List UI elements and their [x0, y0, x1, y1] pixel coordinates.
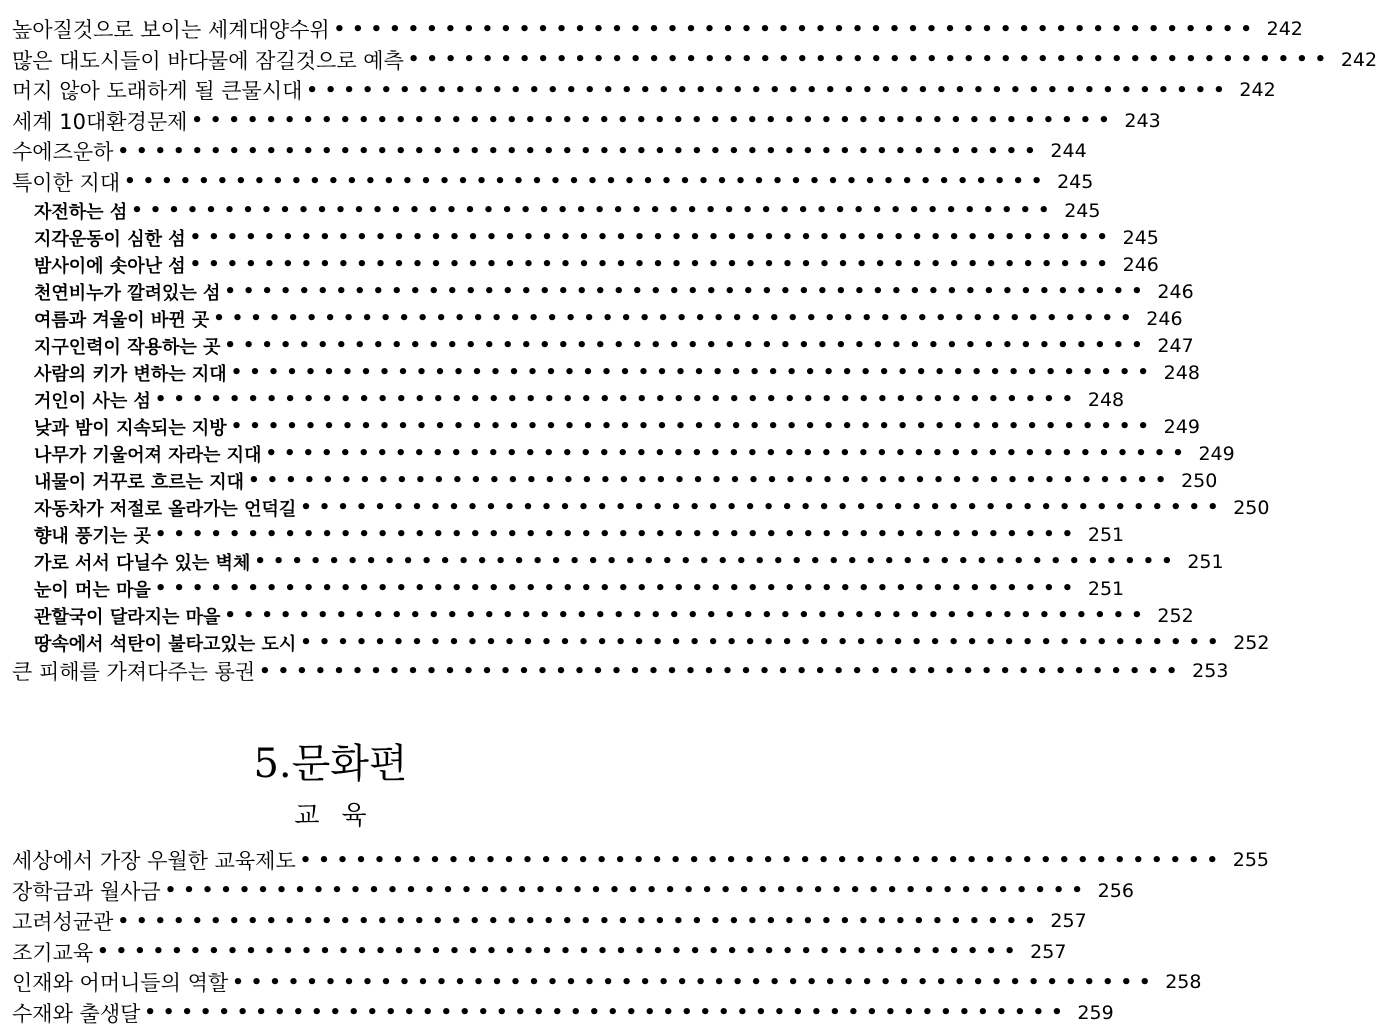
toc-dot-leader: ••••••••••••••••••••••••••••••••••••••••••••••••••: [189, 254, 1115, 275]
toc-page-number: 245: [1057, 170, 1094, 193]
toc-dot-leader: ••••••••••••••••••••••••••••••••••••••••••••••••••: [124, 171, 1050, 192]
toc-entry-title: 많은 대도시들이 바다물에 잠길것으로 예측: [12, 48, 404, 73]
toc-entry-title: 여름과 겨울이 바뀐 곳: [34, 309, 210, 331]
toc-dot-leader: ••••••••••••••••••••••••••••••••••••••••••••••••••: [306, 79, 1232, 101]
toc-dot-leader: ••••••••••••••••••••••••••••••••••••••••••••••••••: [230, 362, 1156, 383]
toc-subentry: [34, 548, 1224, 575]
section-title: 교육: [294, 801, 389, 831]
toc-entry-title: 낮과 밤이 지속되는 지방: [34, 417, 227, 439]
toc-entry-title: 관할국이 달라지는 마을: [34, 606, 221, 628]
toc-entry-title: 사람의 키가 변하는 지대: [34, 363, 227, 385]
toc-entry: [12, 45, 1377, 75]
toc-entry: [12, 967, 1202, 997]
toc-dot-leader: ••••••••••••••••••••••••••••••••••••••••••••••••••: [131, 200, 1057, 221]
toc-entry-title: 인재와 어머니들의 역할: [12, 971, 229, 995]
toc-page-number: 242: [1266, 18, 1303, 40]
toc-dot-leader: ••••••••••••••••••••••••••••••••••••••••••••••••••: [299, 849, 1225, 871]
toc-page-number: 257: [1050, 910, 1087, 932]
toc-dot-leader: ••••••••••••••••••••••••••••••••••••••••••••••••••: [300, 497, 1226, 518]
toc-entry: [12, 906, 1087, 936]
toc-entry-title: 가로 서서 다닐수 있는 벽체: [34, 552, 251, 574]
toc-dot-leader: ••••••••••••••••••••••••••••••••••••••••••••••••••: [224, 335, 1150, 356]
toc-entry-title: 지구인력이 작용하는 곳: [34, 336, 221, 358]
toc-page-number: 251: [1087, 523, 1125, 546]
toc-page-number: 256: [1097, 879, 1134, 902]
toc-entry: [12, 167, 1094, 197]
toc-page-number: 250: [1233, 496, 1270, 519]
toc-dot-leader: ••••••••••••••••••••••••••••••••••••••••••••••••••: [144, 1002, 1070, 1023]
toc-dot-leader: ••••••••••••••••••••••••••••••••••••••••••••••••••: [164, 880, 1090, 901]
toc-dot-leader: ••••••••••••••••••••••••••••••••••••••••••••••••••: [117, 910, 1043, 932]
toc-entry-title: 수에즈운하: [12, 140, 114, 164]
toc-page-number: 242: [1340, 48, 1377, 71]
toc-dot-leader: ••••••••••••••••••••••••••••••••••••••••••••••••••: [97, 941, 1023, 962]
toc-dot-leader: ••••••••••••••••••••••••••••••••••••••••••••••••••: [117, 140, 1043, 162]
toc-page-number: 251: [1087, 577, 1125, 600]
toc-page-number: 249: [1163, 415, 1200, 438]
toc-dot-leader: ••••••••••••••••••••••••••••••••••••••••••••••••••: [224, 605, 1150, 626]
toc-entry-title: 세상에서 가장 우월한 교육제도: [12, 849, 296, 873]
toc-entry-title: 자전하는 섬: [34, 201, 128, 223]
toc-page-number: 252: [1233, 631, 1270, 654]
toc-entry-title: 머지 않아 도래하게 될 큰물시대: [12, 79, 303, 103]
toc-subentry: [34, 521, 1125, 548]
toc-entry-title: 지각운동이 심한 섬: [34, 228, 186, 250]
toc-dot-leader: ••••••••••••••••••••••••••••••••••••••••••••••••••: [213, 308, 1139, 329]
toc-entry-title: 자동차가 저절로 올라가는 언덕길: [34, 498, 297, 520]
toc-dot-leader: ••••••••••••••••••••••••••••••••••••••••••••••••••: [254, 551, 1180, 572]
toc-entry-title: 특이한 지대: [12, 170, 121, 195]
toc-page-number: 252: [1157, 604, 1194, 627]
toc-entry-title: 고려성균관: [12, 910, 114, 934]
toc-subentry: [34, 224, 1159, 251]
toc-page-number: 259: [1077, 1001, 1114, 1024]
toc-entry: [12, 656, 1229, 686]
toc-page-number: 246: [1157, 280, 1194, 303]
toc-dot-leader: ••••••••••••••••••••••••••••••••••••••••••••••••••: [154, 389, 1081, 410]
toc-dot-leader: ••••••••••••••••••••••••••••••••••••••••••••••••••: [191, 110, 1117, 131]
toc-dot-leader: ••••••••••••••••••••••••••••••••••••••••••••••••••: [230, 416, 1156, 437]
toc-page-number: 248: [1087, 388, 1125, 411]
toc-subentry: [34, 440, 1235, 467]
toc-subentry: [34, 251, 1159, 278]
toc-entry: [12, 106, 1161, 136]
toc-page-number: 255: [1232, 849, 1269, 871]
toc-page-number: 257: [1030, 940, 1067, 963]
toc-subentry: [34, 359, 1200, 386]
toc-page-number: 248: [1163, 361, 1200, 384]
toc-subentry: [34, 332, 1194, 359]
toc-entry-title: 천연비누가 깔려있는 섬: [34, 282, 221, 304]
toc-page-number: 243: [1124, 109, 1161, 132]
toc-page-number: 245: [1122, 226, 1159, 249]
toc-entry-title: 향내 풍기는 곳: [34, 525, 151, 547]
toc-entry: [12, 75, 1276, 105]
toc-dot-leader: ••••••••••••••••••••••••••••••••••••••••••••••••••: [248, 470, 1174, 491]
toc-entry: [12, 14, 1303, 44]
toc-entry: [12, 998, 1114, 1028]
toc-page-number: 242: [1239, 79, 1276, 101]
toc-entry-title: 거인이 사는 섬: [34, 390, 151, 412]
chapter-title: 5.문화편: [253, 741, 408, 787]
toc-entry-title: 밤사이에 솟아난 섬: [34, 255, 186, 277]
toc-entry-title: 내물이 거꾸로 흐르는 지대: [34, 471, 245, 493]
toc-dot-leader: ••••••••••••••••••••••••••••••••••••••••••••••••••: [259, 660, 1185, 682]
toc-subentry: [34, 629, 1270, 656]
toc-subentry: [34, 413, 1200, 440]
toc-dot-leader: ••••••••••••••••••••••••••••••••••••••••••••••••••: [300, 632, 1226, 653]
toc-page-number: 249: [1198, 442, 1235, 465]
toc-page-number: 245: [1064, 199, 1101, 222]
toc-dot-leader: ••••••••••••••••••••••••••••••••••••••••••••••••••: [154, 578, 1081, 599]
toc-subentry: [34, 386, 1125, 413]
toc-entry-title: 수재와 출생달: [12, 1001, 141, 1026]
toc-entry-title: 땅속에서 석탄이 불타고있는 도시: [34, 633, 297, 655]
toc-subentry: [34, 467, 1218, 494]
toc-entry: [12, 937, 1067, 967]
toc-dot-leader: ••••••••••••••••••••••••••••••••••••••••••••••••••: [232, 971, 1158, 993]
toc-dot-leader: ••••••••••••••••••••••••••••••••••••••••••••••••••: [189, 227, 1115, 248]
toc-page-number: 247: [1157, 334, 1194, 357]
toc-entry-title: 눈이 머는 마을: [34, 579, 151, 601]
toc-page-number: 251: [1187, 550, 1224, 573]
toc-subentry: [34, 602, 1194, 629]
toc-entry: [12, 876, 1134, 906]
toc-page-number: 253: [1192, 660, 1229, 682]
toc-entry-title: 장학금과 월사금: [12, 879, 161, 904]
toc-entry-title: 조기교육: [12, 940, 94, 965]
toc-page-number: 246: [1122, 253, 1159, 276]
toc-dot-leader: ••••••••••••••••••••••••••••••••••••••••••••••••••: [224, 281, 1150, 302]
toc-entry-title: 나무가 기울어져 자라는 지대: [34, 444, 262, 466]
toc-dot-leader: ••••••••••••••••••••••••••••••••••••••••••••••••••: [154, 524, 1081, 545]
toc-entry-title: 큰 피해를 가져다주는 룡권: [12, 660, 256, 684]
toc-subentry: [34, 197, 1101, 224]
toc-entry: [12, 136, 1087, 166]
toc-dot-leader: ••••••••••••••••••••••••••••••••••••••••••••••••••: [407, 49, 1334, 70]
toc-page-number: 250: [1181, 469, 1218, 492]
toc-entry-title: 세계 10대환경문제: [12, 109, 188, 134]
toc-page-number: 244: [1050, 140, 1087, 162]
toc-entry-title: 높아질것으로 보이는 세계대양수위: [12, 18, 330, 42]
toc-dot-leader: ••••••••••••••••••••••••••••••••••••••••••••••••••: [265, 443, 1191, 464]
toc-subentry: [34, 278, 1194, 305]
toc-dot-leader: ••••••••••••••••••••••••••••••••••••••••••••••••••: [333, 18, 1259, 40]
toc-subentry: [34, 305, 1183, 332]
toc-page-number: 258: [1165, 971, 1202, 993]
toc-subentry: [34, 575, 1125, 602]
toc-subentry: [34, 494, 1270, 521]
toc-entry: [12, 845, 1269, 875]
toc-page-number: 246: [1146, 307, 1183, 330]
